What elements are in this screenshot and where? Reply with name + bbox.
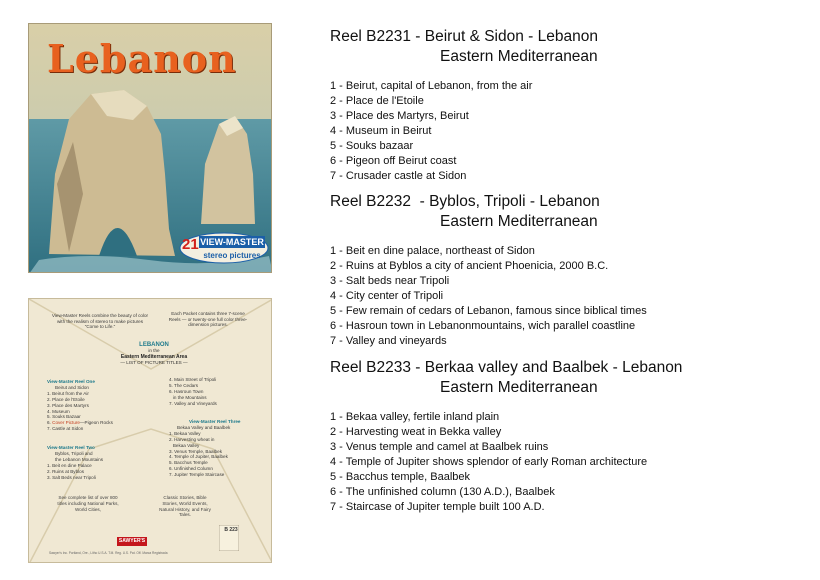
list-item: 5 - Few remain of cedars of Lebanon, famous since biblical times	[330, 305, 647, 317]
list-item: 6 - The unfinished column (130 A.D.), Baalbek	[330, 486, 555, 498]
reel-title: Reel B2231 - Beirut & Sidon - Lebanon	[330, 28, 598, 45]
back-packet-image	[28, 298, 272, 563]
reel-region: Eastern Mediterranean	[440, 48, 598, 65]
badge-picture-count: 21	[182, 236, 199, 253]
back-footer-right: Classic Stories, Bible Stories, World Events, Natural History, and Fairy Tales.	[159, 495, 211, 518]
back-footer-left: See complete list of over 800 titles including National Parks, World Cities,	[57, 495, 119, 512]
list-item: 6. Hasroun Town	[169, 388, 204, 394]
item-number: 6.	[47, 420, 51, 426]
list-item: 4 - City center of Tripoli	[330, 290, 444, 302]
list-item: 1 - Beirut, capital of Lebanon, from the air	[330, 80, 533, 92]
back-reel-two	[47, 445, 127, 480]
list-item: 5. Souks Bazaar	[47, 414, 81, 420]
sawyers-logo: SAWYER'S	[118, 538, 146, 544]
list-item: 2. Place de l'Etoile	[47, 396, 85, 402]
back-intro-left: View-Master Reels combine the beauty of color with the realism of stereo to make pictures "Come to Life."	[51, 313, 149, 330]
packet-title: Lebanon	[47, 36, 237, 81]
back-legal-text: Sawyer's Inc. Portland, Ore., Litho U.S.A. T.M. Reg. U.S. Pat. Off. Marca Registrada	[49, 551, 168, 555]
list-item: 3. Salt Beds near Tripoli	[47, 474, 96, 480]
list-item: 6 - Pigeon off Beirut coast	[330, 155, 457, 167]
list-item: 1. Beit en dine Palace	[47, 462, 92, 468]
reel-picture-list	[330, 244, 800, 349]
back-reel-number: B 223	[224, 527, 238, 533]
back-area: Eastern Mediterranean Area	[120, 353, 188, 360]
back-reel-three-sub: Bekaa Valley and Baalbek	[177, 424, 231, 430]
list-item: 7 - Crusader castle at Sidon	[330, 170, 467, 182]
list-item: 1 - Beit en dine palace, northeast of Sidon	[330, 245, 535, 257]
list-item: 4 - Museum in Beirut	[330, 125, 432, 137]
badge-subtitle: stereo pictures	[203, 251, 261, 260]
list-item: 2. Harvesting wheat in	[169, 436, 215, 442]
list-item: 4. Museum	[47, 408, 70, 414]
reel-b2232-section	[330, 192, 800, 349]
list-item: 4. Temple of Jupiter, Baalbek	[169, 454, 228, 460]
list-item: 6. Unfinished Column	[169, 466, 213, 472]
list-item: 2. Ruins at Byblos	[47, 468, 85, 474]
list-item: 3. Venus Temple, Baalbek	[169, 448, 223, 454]
list-item: 3. Place des Martyrs	[47, 402, 89, 408]
badge-brand: VIEW-MASTER	[200, 237, 264, 247]
reel-title: Reel B2232 - Byblos, Tripoli - Lebanon	[330, 193, 600, 210]
list-item: 2 - Harvesting weat in Bekka valley	[330, 426, 502, 438]
back-reel-one-sub: Beirut and Sidon	[55, 384, 89, 390]
list-item: 6 - Hasroun town in Lebanonmountains, wich parallel coastline	[330, 320, 636, 332]
reel-title: Reel B2233 - Berkaa valley and Baalbek - Lebanon	[330, 359, 683, 376]
list-item: 7 - Valley and vineyards	[330, 335, 447, 347]
list-item: 5 - Souks bazaar	[330, 140, 414, 152]
back-reel-three-head: View-Master Reel Three	[189, 419, 241, 424]
back-intro-right: Each Packet contains three 7-scene Reels — or twenty-one full color three-dimension pictures.	[168, 311, 248, 328]
back-list-heading: — LIST OF PICTURE TITLES —	[120, 359, 188, 365]
item-text: —Pigeon Rocks	[79, 420, 113, 426]
list-item: 5. The Cedars	[169, 382, 199, 388]
list-item: 3 - Venus temple and camel at Baalbek ruins	[330, 441, 549, 453]
reel-region: Eastern Mediterranean	[440, 213, 598, 230]
back-reel-two-sub: the Lebanon Mountains	[55, 456, 104, 462]
list-item: 4 - Temple of Jupiter shows splendor of early Roman architecture	[330, 456, 648, 468]
back-reel-one	[47, 379, 127, 432]
list-item: 7. Castle at Sidon	[47, 426, 84, 432]
reel-b2231-section	[330, 27, 800, 184]
reel-picture-list	[330, 79, 800, 184]
back-in-the: in the	[148, 348, 160, 353]
list-item: 7. Jupiter Temple Staircase	[169, 472, 225, 478]
list-item: 4. Main Street of Tripoli	[169, 377, 217, 382]
list-item: 2 - Ruins at Byblos a city of ancient Phoenicia, 2000 B.C.	[330, 260, 609, 272]
list-item: 5 - Bacchus temple, Baalbek	[330, 471, 471, 483]
back-center-heading	[109, 342, 199, 366]
list-item: 1 - Bekaa valley, fertile inland plain	[330, 411, 500, 423]
back-reel-two-head: View-Master Reel Two	[47, 445, 95, 450]
back-reel-two-sub: Byblos, Tripoli and	[55, 450, 93, 456]
list-item: Bekaa Valley	[169, 442, 200, 448]
list-item: 1. Bekaa Valley	[169, 430, 201, 436]
back-reel-one-head: View-Master Reel One	[47, 379, 95, 384]
list-item: 5. Bacchus Temple	[169, 460, 208, 466]
reel-b2233-section	[330, 358, 800, 515]
cover-picture-label: Cover Picture	[52, 420, 80, 426]
front-packet-image	[28, 23, 272, 273]
list-item: 3 - Place des Martyrs, Beirut	[330, 110, 469, 122]
back-title: LEBANON	[139, 342, 169, 348]
reel-region: Eastern Mediterranean	[440, 379, 598, 396]
back-reel-three	[169, 419, 265, 478]
list-item: 7. Valley and Vineyards	[169, 400, 217, 406]
list-item: 2 - Place de l'Etoile	[330, 95, 424, 107]
list-item: 3 - Salt beds near Tripoli	[330, 275, 450, 287]
list-item: in the Mountains	[169, 394, 207, 400]
back-reel-two-continued	[169, 377, 259, 407]
list-item: 1. Beirut from the Air	[47, 390, 89, 396]
reel-picture-list	[330, 410, 800, 515]
list-item: 7 - Staircase of Jupiter temple built 100 A.D.	[330, 501, 545, 513]
